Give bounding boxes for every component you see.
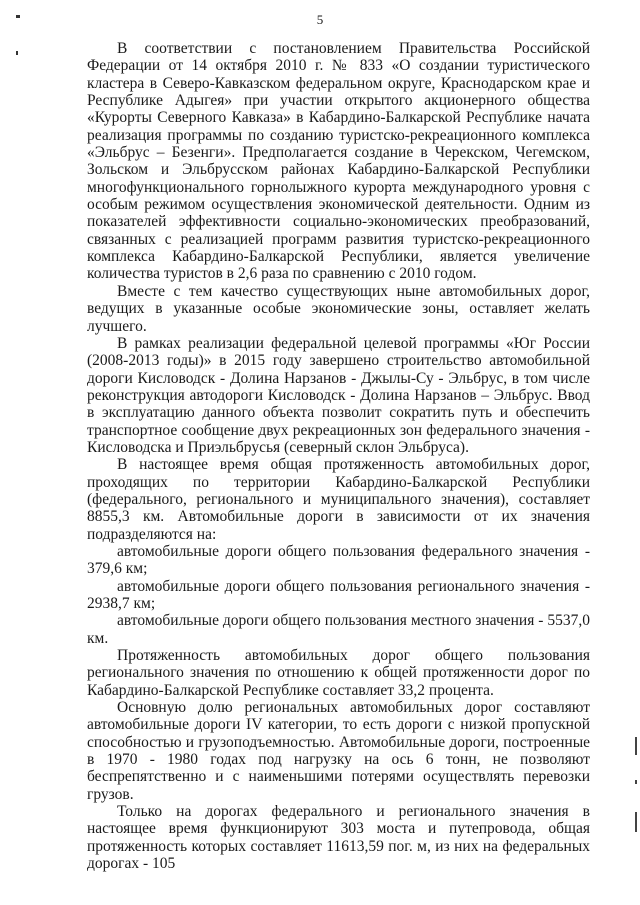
paragraph-regional-share: Протяженность автомобильных дорог общего пользования регионального значения по отношению к общей протяженности дорог по Кабардино-Балкарской Республике составляет 33,2 процента.: [87, 647, 590, 699]
scan-edge-mark: [635, 812, 637, 832]
paragraph-bridges: Только на дорогах федерального и регионального значения в настоящее время функционируют 303 моста и путепровода, общая протяженность которых составляет 11613,59 пог. м, из них на федеральных дорогах - 105: [87, 803, 590, 873]
paragraph-federal-program: В рамках реализации федеральной целевой программы «Юг России (2008-2013 годы)» в 2015 году завершено строительство автомобильной дороги Кисловодск - Долина Нарзанов - Джылы-Су - Эльбрус, в том числе реконструкция автодороги Кисловодск - Долина Нарзанов – Эльбрус. Ввод в эксплуатацию данного объекта позволит сократить путь и обеспечить транспортное сообщение двух рекреационных зон федерального значения - Кисловодска и Приэльбрусья (северный склон Эльбруса).: [87, 334, 590, 456]
paragraph-federal-roads: автомобильные дороги общего пользования федерального значения - 379,6 км;: [87, 542, 590, 578]
scan-edge-mark: [635, 780, 637, 784]
scan-edge-mark: [635, 737, 637, 755]
paragraph-local-roads: автомобильные дороги общего пользования местного значения - 5537,0 км.: [87, 612, 590, 647]
body-text: [87, 40, 590, 873]
paragraph-road-category: Основную долю региональных автомобильных дорог составляют автомобильные дороги IV категории, то есть дороги с низкой пропускной способностью и грузоподъемностью. Автомобильные дороги, построенные в 1970 - 1980 годах под нагрузку на ось 6 тонн, не позволяют беспрепятственно и с наименьшими потерями осуществлять перевозки грузов.: [87, 699, 590, 803]
page-number: 5: [316, 12, 324, 27]
paragraph-tourism-cluster: В соответствии с постановлением Правительства Российской Федерации от 14 октября 2010 г. № 833 «О создании туристического кластера в Северо-Кавказском федеральном округе, Краснодарском крае и Республике Адыгея» при участии открытого акционерного общества «Курорты Северного Кавказа» в Кабардино-Балкарской Республике начата реализация программы по созданию туристско-рекреационного комплекса «Эльбрус – Безенги». Предполагается создание в Черекском, Чегемском, Зольском и Эльбрусском районах Кабардино-Балкарской Республики многофункционального горнолыжного курорта международного уровня с особым режимом осуществления экономической деятельности. Одним из показателей эффективности социально-экономических преобразований, связанных с реализацией программ развития туристско-рекреационного комплекса Кабардино-Балкарской Республики, является увеличение количества туристов в 2,6 раза по сравнению с 2010 годом.: [87, 40, 590, 283]
paragraph-road-quality: Вместе с тем качество существующих ныне автомобильных дорог, ведущих в указанные особые экономические зоны, оставляет желать лучшего.: [87, 282, 590, 335]
scan-speck: [16, 51, 18, 55]
paragraph-total-length: В настоящее время общая протяженность автомобильных дорог, проходящих по территории Кабардино-Балкарской Республики (федерального, регионального и муниципального значения), составляет 8855,3 км. Автомобильные дороги в зависимости от их значения подразделяются на:: [87, 456, 590, 543]
paragraph-regional-roads: автомобильные дороги общего пользования регионального значения - 2938,7 км;: [87, 577, 590, 612]
